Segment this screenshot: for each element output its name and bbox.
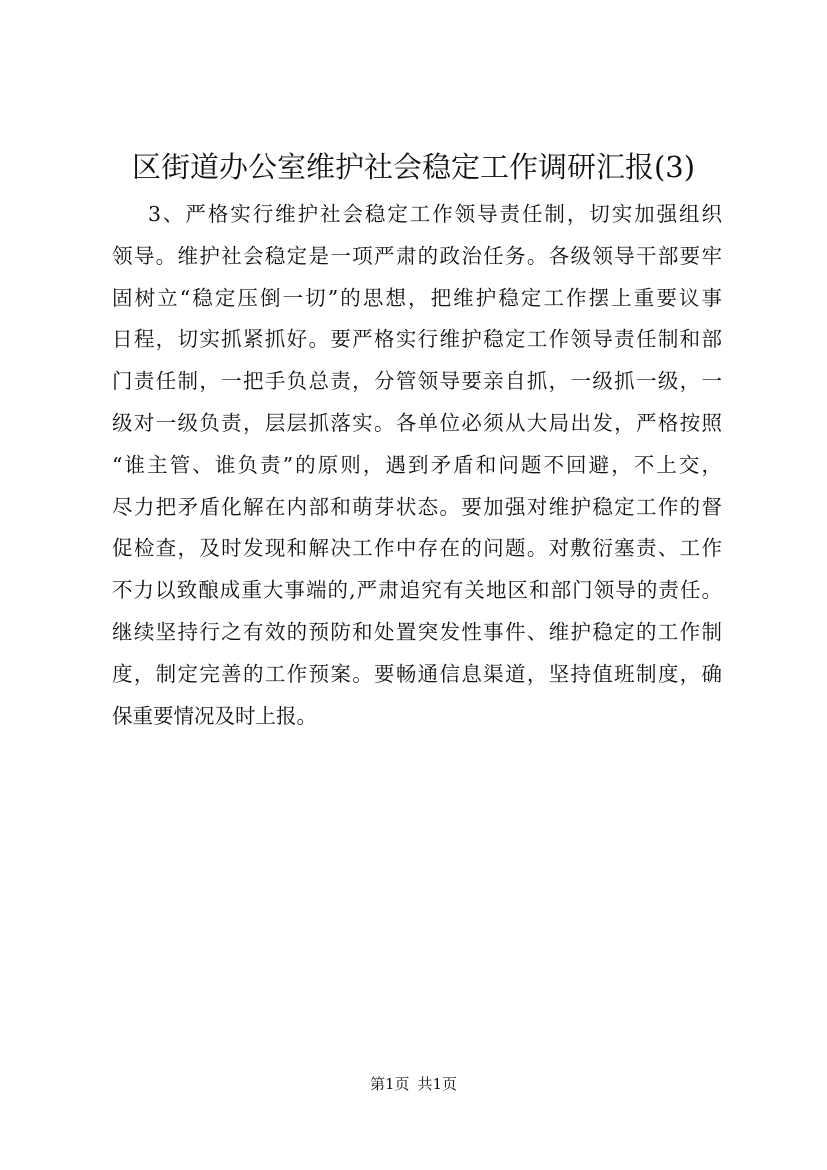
paragraph-line: 门责任制，一把手负总责，分管领导要亲自抓，一级抓一级，一 bbox=[112, 369, 722, 394]
paragraph-line: 促检查，及时发现和解决工作中存在的问题。对敷衍塞责、工作 bbox=[112, 536, 722, 561]
page-number: 第1页 bbox=[369, 1075, 410, 1093]
paragraph-line: 日程，切实抓紧抓好。要严格实行维护稳定工作领导责任制和部 bbox=[112, 327, 722, 352]
paragraph-line: 领导。维护社会稳定是一项严肃的政治任务。各级领导干部要牢 bbox=[112, 243, 722, 268]
paragraph-line: 3、严格实行维护社会稳定工作领导责任制，切实加强组织 bbox=[148, 202, 722, 226]
paragraph-line: 不力以致酿成重大事端的,严肃追究有关地区和部门领导的责任。 bbox=[112, 578, 722, 603]
paragraph-line: 保重要情况及时上报。 bbox=[112, 703, 317, 728]
paragraph-line: 继续坚持行之有效的预防和处置突发性事件、维护稳定的工作制 bbox=[112, 619, 722, 644]
paragraph-line: 级对一级负责，层层抓落实。各单位必须从大局出发，严格按照 bbox=[112, 410, 722, 435]
paragraph-line: 尽力把矛盾化解在内部和萌芽状态。要加强对维护稳定工作的督 bbox=[112, 494, 722, 519]
page-total: 共1页 bbox=[417, 1075, 458, 1093]
body-paragraph bbox=[112, 194, 722, 737]
document-title: 区街道办公室维护社会稳定工作调研汇报(3) bbox=[131, 150, 696, 184]
page-footer bbox=[0, 1074, 827, 1094]
paragraph-line: “谁主管、谁负责”的原则，遇到矛盾和问题不回避，不上交， bbox=[112, 452, 722, 477]
paragraph-line: 度，制定完善的工作预案。要畅通信息渠道，坚持值班制度，确 bbox=[112, 661, 722, 686]
paragraph-line: 固树立“稳定压倒一切”的思想，把维护稳定工作摆上重要议事 bbox=[112, 285, 722, 310]
